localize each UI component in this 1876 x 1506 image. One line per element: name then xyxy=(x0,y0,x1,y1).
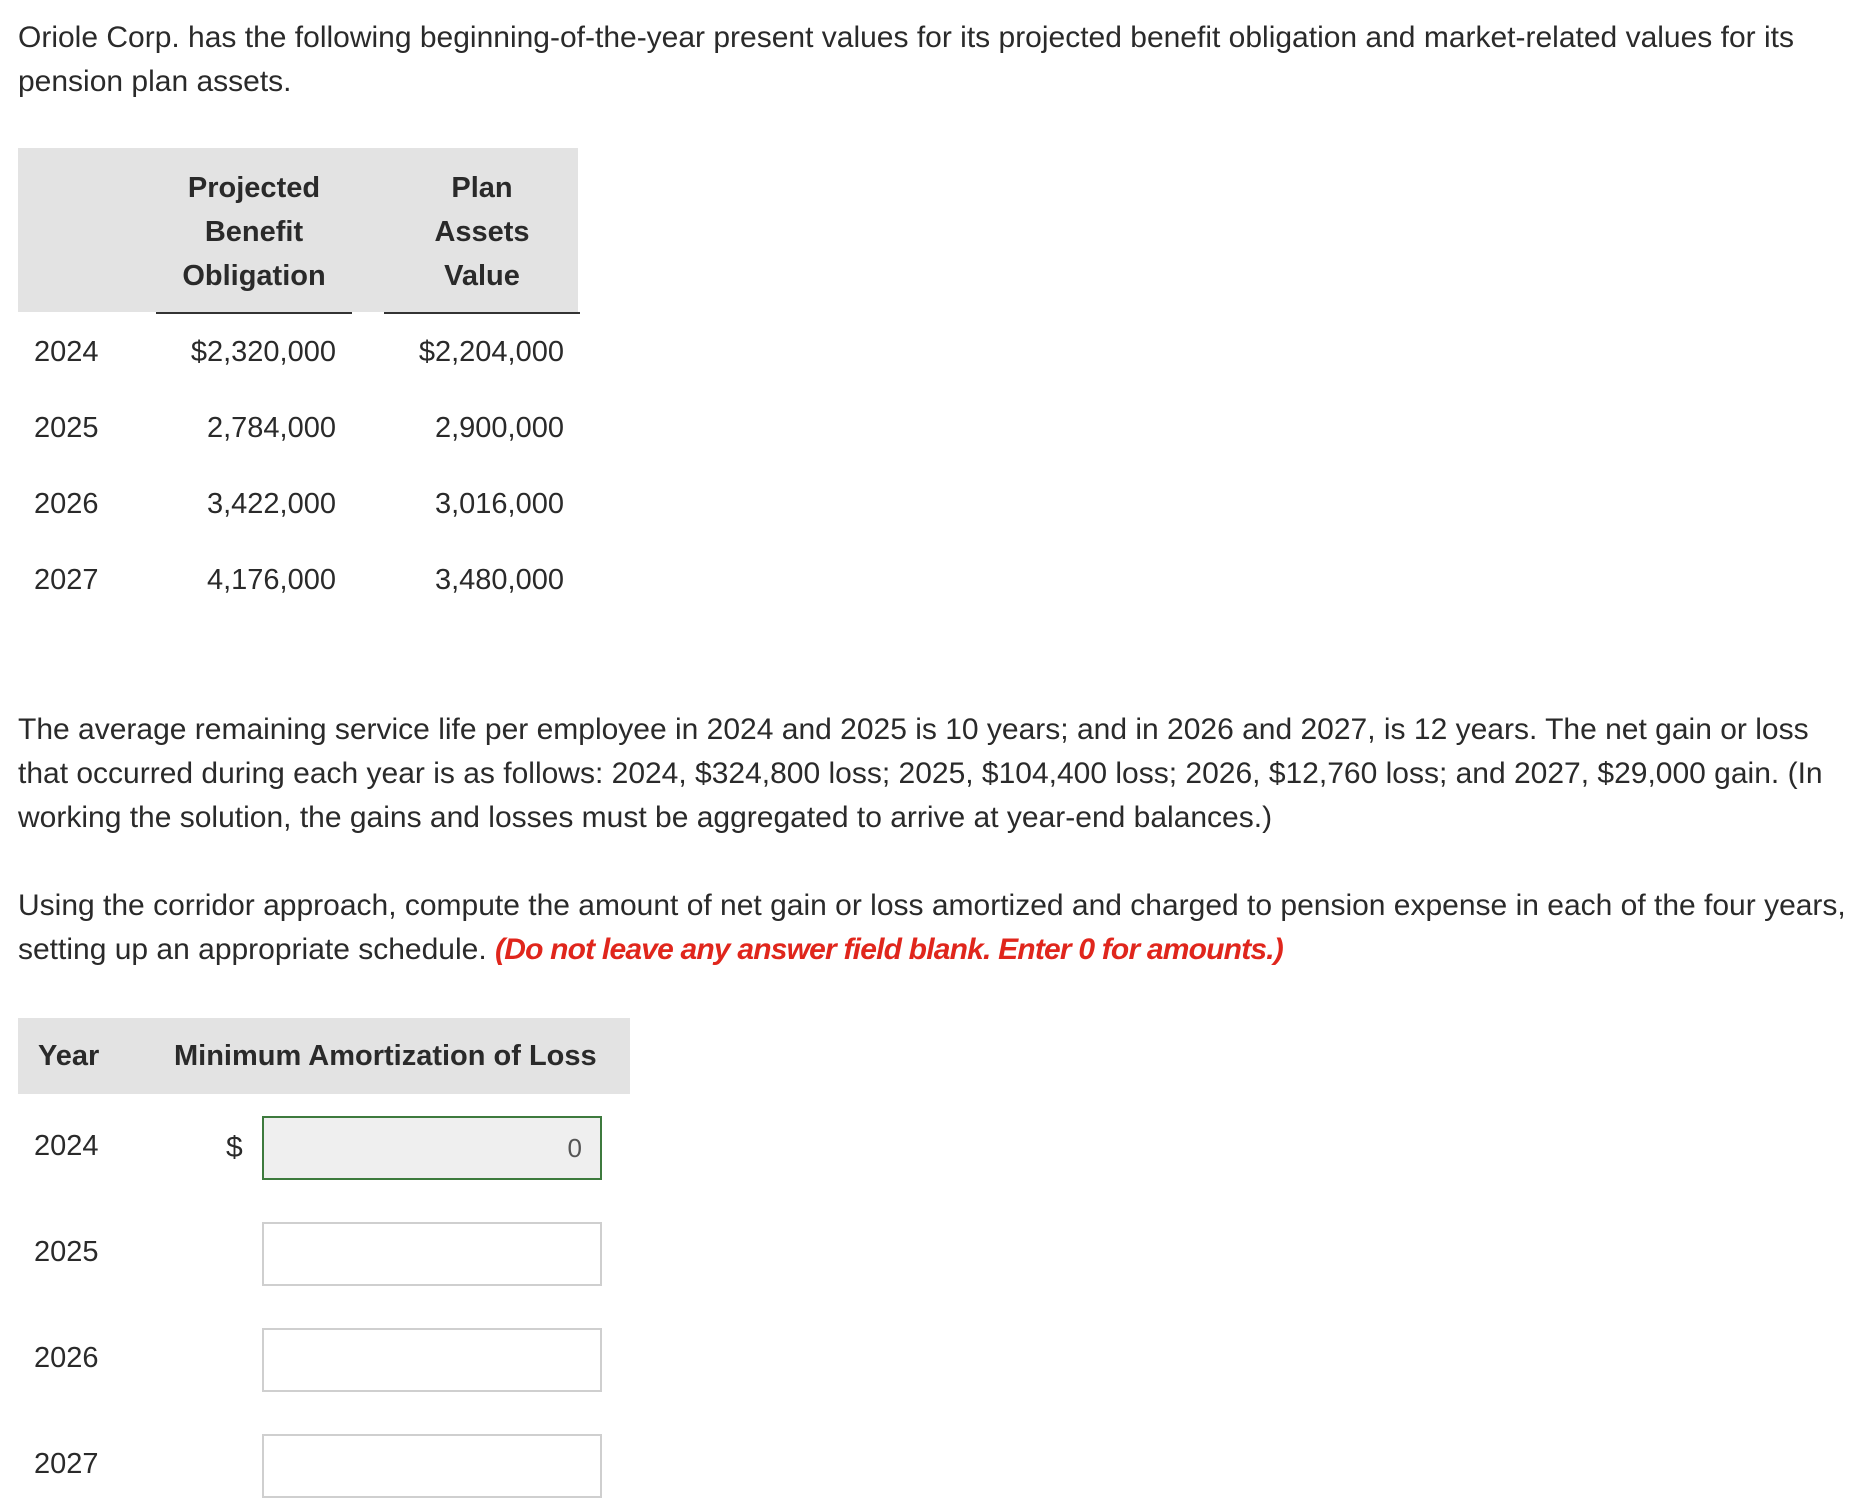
table-cell-pbo: $2,320,000 xyxy=(190,336,336,368)
header-plan-assets-value: Plan Assets Value xyxy=(434,172,530,292)
amortization-input-2024[interactable] xyxy=(262,1116,602,1180)
table-cell-plan-assets: 3,016,000 xyxy=(434,488,564,520)
amortization-input-2027[interactable] xyxy=(262,1434,602,1498)
amortization-input-2025[interactable] xyxy=(262,1222,602,1286)
table-cell-plan-assets: $2,204,000 xyxy=(418,336,564,368)
table-cell-plan-assets: 2,900,000 xyxy=(434,412,564,444)
table-cell-plan-assets: 3,480,000 xyxy=(434,564,564,596)
header-year: Year xyxy=(38,1040,100,1072)
service-life-info-text: The average remaining service life per employee in 2024 and 2025 is 10 years; and in 2026 and 2027, is 12 years. The net gain or loss that occurred during each year is as follows: 2024, $324,800 loss; 2025, $104,400 loss; 2026, $12,760 loss; and 2027, $29,000 gain. (In working the solution, the gains and losses must be aggregated to arrive at year-end balances.) xyxy=(18,713,1823,834)
table-cell-pbo: 4,176,000 xyxy=(206,564,336,596)
amortization-input-2026[interactable] xyxy=(262,1328,602,1392)
table-row-year: 2025 xyxy=(34,412,99,444)
answer-row-year: 2025 xyxy=(34,1236,99,1268)
header-minimum-amortization: Minimum Amortization of Loss xyxy=(174,1040,597,1072)
answer-row-year: 2026 xyxy=(34,1342,99,1374)
table-row-year: 2026 xyxy=(34,488,99,520)
header-underline xyxy=(156,312,352,314)
table-cell-pbo: 2,784,000 xyxy=(206,412,336,444)
intro-text: Oriole Corp. has the following beginning-of-the-year present values for its projected benefit obligation and market-related values for its pension plan assets. xyxy=(18,21,1794,98)
header-projected-benefit-obligation: Projected Benefit Obligation xyxy=(182,172,326,292)
instruction-note: (Do not leave any answer field blank. Enter 0 for amounts.) xyxy=(495,933,1283,966)
table-cell-pbo: 3,422,000 xyxy=(206,488,336,520)
question-text: Using the corridor approach, compute the amount of net gain or loss amortized and charged to pension expense in each of the four years, setting up an appropriate schedule. (Do not leave any answer field blank. Enter 0 for amounts.) xyxy=(18,889,1846,966)
dollar-sign: $ xyxy=(226,1131,243,1164)
answer-row-year: 2024 xyxy=(34,1130,99,1162)
table-row-year: 2027 xyxy=(34,564,99,596)
header-underline xyxy=(384,312,580,314)
table-row-year: 2024 xyxy=(34,336,99,368)
answer-row-year: 2027 xyxy=(34,1448,99,1480)
